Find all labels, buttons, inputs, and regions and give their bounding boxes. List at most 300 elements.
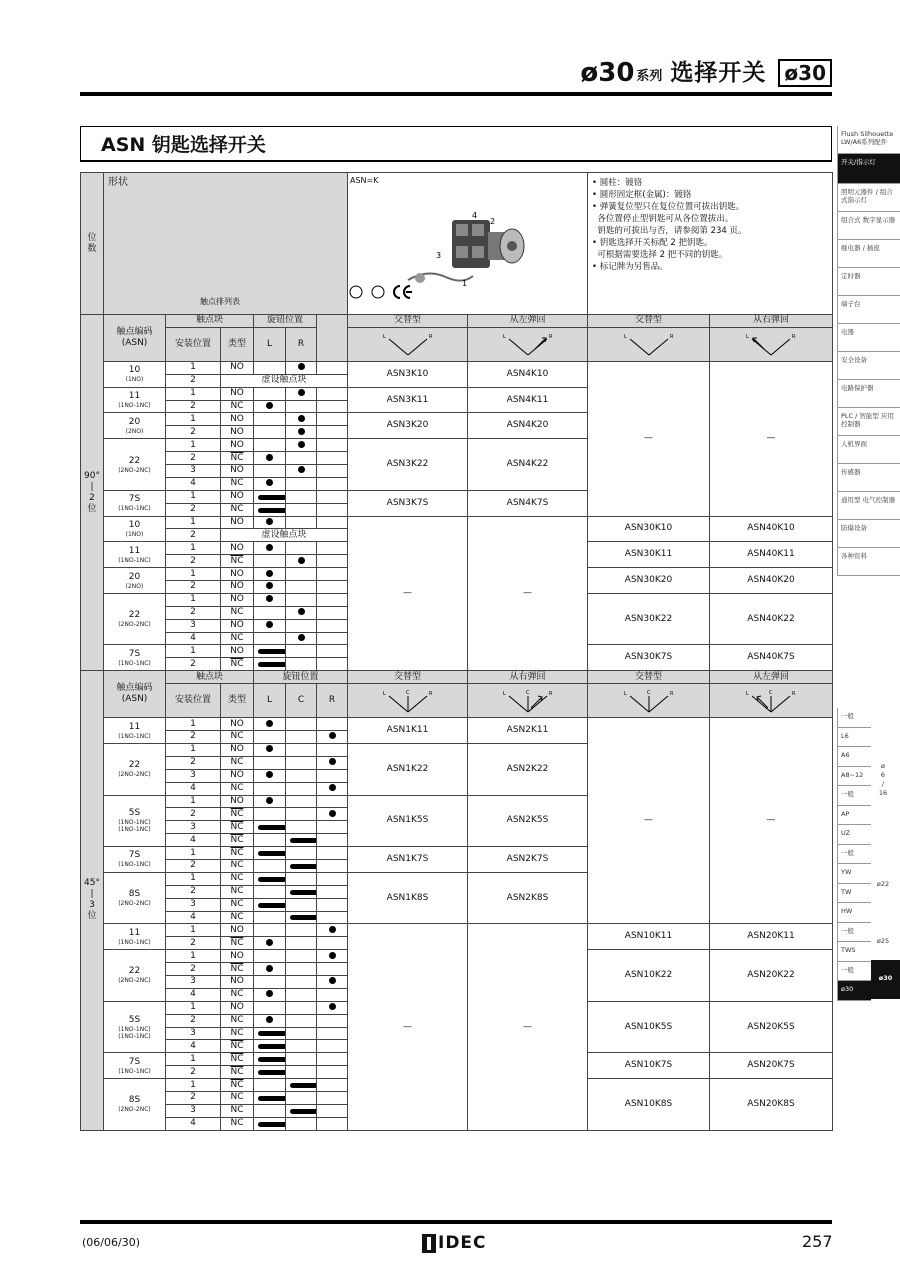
contact-empty [317,769,348,782]
svg-text:L: L [746,334,749,341]
series-label: 系列 [636,69,663,84]
sidebar-item[interactable]: 电路保护器 [837,380,900,408]
contact-empty [317,898,348,911]
sidebar-sub-item[interactable]: L6 [837,728,871,748]
type-header [348,315,468,328]
model-cell [710,1079,833,1131]
sidebar-item[interactable]: 继电器 / 插座 [837,240,900,268]
contact-type-text: NO [230,491,244,502]
contact-sub: (2NO-2NC) [118,466,151,474]
install-pos [166,503,221,516]
contact-type [221,361,254,374]
contact-code: 22 [128,610,141,621]
sidebar-sub-item[interactable]: A6 [837,747,871,767]
contact-empty [317,885,348,898]
contact-type-text: NO [230,950,244,961]
contact-type [221,581,254,594]
contact-type-text: $\overline{NC}$ [230,808,244,819]
contact-bar [254,490,286,503]
contact-code-cell [104,872,166,924]
contact-type [221,795,254,808]
sidebar-item[interactable]: PLC / 智能型 应用控制器 [837,408,900,436]
contact-type-text: $\overline{NC}$ [230,873,244,884]
type-column-header [221,327,254,361]
contact-type [221,426,254,439]
contact-code-cell [104,490,166,516]
contact-empty [317,1117,348,1130]
install-pos [166,413,221,426]
contact-code-cell [104,568,166,594]
contact-block-header [166,671,254,684]
cell-text: 4 [190,1118,196,1129]
contact-dot [286,426,317,439]
cell-text: 3 [190,1105,196,1116]
model-cell [348,718,468,744]
sidebar-sub-item[interactable]: TW [837,884,871,904]
cell-text: | [90,889,94,900]
diagram-cell [468,327,588,361]
contact-type-text: NO [230,924,244,935]
contact-type-text: $\overline{NC}$ [230,401,244,411]
svg-text:L: L [746,690,749,697]
cell-text: 安装位置 [174,695,211,706]
spacer-cell [317,645,348,658]
contact-empty [286,1014,317,1027]
cell-text: ASN10K5S [624,1021,673,1032]
contact-empty [286,718,317,731]
contact-code: 7S [128,850,141,861]
cell-text: 1 [190,1053,196,1064]
cell-text: L [266,338,272,349]
cell-text: 1 [190,645,196,656]
cell-text: 2 [190,860,196,871]
contact-empty [286,619,317,632]
cell-text: 交替型 [393,671,421,682]
cell-text: | [90,481,94,492]
contact-dot [286,632,317,645]
contact-empty [254,426,286,439]
contact-type-text: $\overline{NC}$ [230,1066,244,1077]
contact-dot [286,413,317,426]
idec-logo-icon [422,1234,436,1253]
svg-text:R: R [428,690,432,697]
contact-code-cell [104,361,166,387]
contact-type [221,1053,254,1066]
contact-type [221,1040,254,1053]
contact-type-text: $\overline{NC}$ [230,1118,244,1129]
cell-text: 旋钮位置 [282,671,319,682]
spacer-cell [317,503,348,516]
model-cell [588,1053,710,1079]
contact-empty [286,847,317,860]
install-pos [166,1014,221,1027]
contact-code-cell [104,542,166,568]
contact-type [221,885,254,898]
switch-position-diagram-icon [744,329,798,359]
contact-type-text: $\overline{NC}$ [230,633,244,644]
contact-code: 7S [128,1056,141,1067]
contact-type [221,872,254,885]
spacer-cell [317,516,348,529]
sidebar-item[interactable]: 定时器 [837,268,900,296]
contact-type [221,743,254,756]
cell-text: ASN10K22 [624,969,673,980]
sidebar-sub-item[interactable]: 一般 [837,962,871,982]
contact-type-text: $\overline{NC}$ [230,504,244,515]
spacer-cell [317,619,348,632]
dash-cell [710,718,833,924]
note-line: 各位置停止型钥匙可从各位置拔出。 [592,214,734,224]
sidebar-item[interactable]: 人机界面 [837,436,900,464]
note-line: 钥匙的可拔出与否，请参阅第 234 页。 [592,226,747,236]
cell-text: 虚设触点块 [261,529,307,540]
contact-dot [317,808,348,821]
contact-empty [286,756,317,769]
cell-text: 1 [190,413,196,424]
contact-dot [286,439,317,452]
contact-bar [286,1104,317,1117]
contact-type-text: $\overline{NC}$ [230,886,244,897]
sidebar-sub-item[interactable]: 一般 [837,923,871,943]
cell-text: 2 [190,1066,196,1077]
contact-dot [317,975,348,988]
contact-code: 5S [128,808,141,819]
svg-text:L: L [502,690,506,697]
contact-code: 22 [128,455,141,466]
contact-sub: (1NO) [125,530,144,538]
contact-dot [254,593,286,606]
sidebar-item[interactable]: 组合式 数字显示器 [837,212,900,240]
install-pos [166,795,221,808]
sidebar-sub-item[interactable]: YW [837,864,871,884]
install-pos [166,426,221,439]
cell-text: 3 [89,900,95,911]
install-pos [166,769,221,782]
contact-type-text: $\overline{NC}$ [230,963,244,974]
contact-bar [254,821,286,834]
model-cell [468,413,588,439]
section-title: ASN 钥匙选择开关 [80,126,832,162]
contact-dot [317,1001,348,1014]
contact-type-text: NO [230,439,244,450]
contact-sub: (1NO-1NC) [118,402,151,410]
contact-type-text: NO [230,594,244,605]
sidebar-sub-item[interactable]: ø30 [837,981,871,1001]
contact-type [221,821,254,834]
model-cell [588,924,710,950]
cell-text: ASN10K11 [624,931,673,942]
contact-type [221,769,254,782]
contact-type [221,1104,254,1117]
rotation-header [254,671,348,684]
cell-text: 1 [190,1079,196,1090]
model-cell [348,847,468,873]
sidebar-sub-item[interactable]: 一般 [837,708,871,728]
cell-text: 2 [190,886,196,897]
note-line: • 弹簧复位型只在复位位置可拔出钥匙。 [592,202,745,212]
sidebar-item[interactable]: 通用型 电气控制器 [837,492,900,520]
cell-text: 4 [190,1040,196,1051]
sidebar-sub-item[interactable]: HW [837,903,871,923]
sidebar-item[interactable]: 传感器 [837,464,900,492]
sidebar-item[interactable]: 各种资料 [837,548,900,576]
cell-text: ASN40K10 [747,523,795,534]
diameter-label: ø30 [580,58,635,88]
spacer-cell [317,361,348,374]
contact-type-text: $\overline{NC}$ [230,821,244,832]
contact-code: 22 [128,760,141,771]
cell-text: — [644,815,653,826]
contact-type-text: NO [230,581,244,592]
cell-text: 2 [190,426,196,437]
contact-type [221,718,254,731]
cell-text: 3 [190,899,196,910]
cell-text: ASN1K8S [386,892,429,903]
contact-dot [254,568,286,581]
install-pos [166,658,221,671]
contact-empty [286,568,317,581]
contact-dot [254,1014,286,1027]
contact-type [221,452,254,465]
sidebar-item[interactable]: Flush Silhouette LW/A6系列配件 [837,126,900,154]
contact-dot [254,581,286,594]
sidebar-sub-item[interactable]: 一般 [837,845,871,865]
spacer-cell [317,593,348,606]
cell-text: 1 [190,744,196,755]
spacer-cell [317,632,348,645]
cell-text: 1 [190,517,196,528]
install-pos [166,477,221,490]
cell-text: — [766,815,776,826]
cell-text: 3 [190,620,196,631]
model-cell [710,924,833,950]
contact-dot [254,769,286,782]
contact-empty [254,808,286,821]
sidebar-item[interactable]: 开关/指示灯 [837,154,900,184]
contact-bar [254,645,286,658]
svg-text:3: 3 [436,251,442,260]
diagram-cell [588,684,710,718]
type-header [348,671,468,684]
contact-bar [254,872,286,885]
contact-type [221,1001,254,1014]
page-header [80,58,832,96]
contact-empty [286,503,317,516]
install-pos [166,1040,221,1053]
contact-type-text: NO [230,413,244,424]
cell-text: ASN4K7S [506,497,549,508]
contact-code-cell [104,847,166,873]
c-header [286,684,317,718]
note-line: 可根据需要选择 2 把不同的钥匙。 [592,250,728,260]
contact-dot [286,465,317,478]
contact-type [221,490,254,503]
sidebar-item[interactable]: 安全设备 [837,352,900,380]
spacer-cell [317,439,348,452]
contact-empty [286,542,317,555]
contact-type [221,465,254,478]
contact-type [221,542,254,555]
svg-text:R: R [428,334,432,341]
install-pos [166,529,221,542]
contact-type-text: $\overline{NC}$ [230,607,244,618]
contact-empty [286,963,317,976]
contact-code-cell [104,1053,166,1079]
model-cell [468,795,588,847]
page-title: 选择开关 [670,60,767,86]
cell-text: 1 [190,950,196,961]
l-header [254,684,286,718]
spacer-cell [317,387,348,400]
contact-type-text: $\overline{NC}$ [230,899,244,910]
contact-dot [254,743,286,756]
cell-text: 2 [190,757,196,768]
cell-text: 1 [190,439,196,450]
contact-empty [317,1079,348,1092]
cell-text: 90° [84,470,100,481]
model-cell [348,439,468,491]
contact-sub: (2NO) [125,582,144,590]
cell-text: 2 [190,555,196,566]
svg-text:R: R [792,690,796,697]
cell-text: — [644,433,653,444]
contact-type [221,898,254,911]
install-pos [166,743,221,756]
contact-code: 11 [128,391,141,402]
contact-type [221,937,254,950]
contact-empty [317,1053,348,1066]
contact-type [221,413,254,426]
contact-type [221,834,254,847]
cell-text: 1 [190,388,196,399]
group-label-25: ø25 [876,937,890,945]
model-cell [588,542,710,568]
cell-text: 1 [190,924,196,935]
contact-code-header [104,671,166,718]
cell-text: (ASN) [121,337,148,348]
model-cell [710,645,833,671]
cell-text: ASN3K22 [386,459,429,470]
install-pos [166,756,221,769]
svg-text:C: C [769,689,773,696]
sidebar-item[interactable]: 电器 [837,324,900,352]
cell-text: — [523,1021,532,1032]
contact-bar [254,658,286,671]
contact-code: 20 [128,416,141,427]
sidebar-sub-item[interactable]: UZ [837,825,871,845]
cell-text: 1 [190,542,196,553]
sidebar-item[interactable]: 端子台 [837,296,900,324]
install-pos [166,400,221,413]
contact-type [221,632,254,645]
contact-type-text: $\overline{NC}$ [230,658,244,669]
install-pos [166,988,221,1001]
contact-empty [254,555,286,568]
contact-empty [286,872,317,885]
cell-text: 2 [190,607,196,618]
contact-code: 7S [128,494,141,505]
cell-text: 3 [190,821,196,832]
cell-text: ASN30K10 [624,523,673,534]
sidebar-sub-item[interactable]: AP [837,806,871,826]
cell-text: ASN1K5S [386,815,429,826]
cell-text: L [266,695,272,706]
contact-type [221,756,254,769]
contact-dot [317,756,348,769]
cell-text: 4 [190,834,196,845]
contact-type [221,1027,254,1040]
cell-text: 2 [190,504,196,515]
model-cell [468,743,588,795]
contact-empty [286,731,317,744]
footer-date: (06/06/30) [82,1236,140,1249]
contact-sub: (1NO-1NC) [118,861,151,869]
install-pos [166,632,221,645]
sidebar-item[interactable]: 照明元器件 / 组合式指示灯 [837,184,900,212]
cell-text: ASN3K7S [386,497,429,508]
contact-empty [254,859,286,872]
cell-text: 1 [190,718,196,729]
dash-cell [348,516,468,671]
contact-sub: (2NO-2NC) [118,1106,151,1114]
contact-code-cell [104,1079,166,1131]
contact-type-text: NO [230,744,244,755]
contact-empty [317,743,348,756]
contact-code: 10 [128,519,141,530]
contact-type-text: NO [230,542,244,553]
cell-text: ASN40K7S [747,652,795,663]
contact-type-text: $\overline{NC}$ [230,452,244,463]
cell-text: ASN40K20 [747,575,795,586]
contact-sub: (1NO-1NC) [118,505,151,513]
sidebar-item[interactable]: 防爆设备 [837,520,900,548]
spacer-cell [317,568,348,581]
cell-text: 触点块 [195,315,223,326]
contact-dot [254,795,286,808]
sidebar-sub-item[interactable]: A8~12 [837,767,871,787]
contact-type [221,555,254,568]
contact-type-text: NO [230,645,244,656]
contact-dot [286,606,317,619]
cell-text: 从左弹回 [753,671,790,682]
diagram-cell [348,327,468,361]
spacer-cell [317,490,348,503]
cell-text: 2 [190,1092,196,1103]
svg-text:L: L [502,334,506,341]
model-cell [710,950,833,1002]
sidebar-sub-item[interactable]: 一般 [837,786,871,806]
cell-text: 触点编码 [116,326,153,337]
contact-type [221,400,254,413]
spacer-cell [317,581,348,594]
cell-text: 交替型 [634,671,662,682]
sidebar-sub-item[interactable]: TWS [837,942,871,962]
contact-code-cell [104,743,166,795]
contact-empty [254,731,286,744]
contact-empty [286,452,317,465]
cell-text: 2 [190,581,196,592]
contact-empty [254,1001,286,1014]
position-label [81,315,104,671]
contact-type-text: NO [230,976,244,987]
contact-empty [317,872,348,885]
install-pos [166,975,221,988]
brand-logo [422,1233,487,1253]
contact-dot [254,988,286,1001]
contact-empty [254,387,286,400]
model-cell [348,872,468,924]
contact-empty [286,898,317,911]
